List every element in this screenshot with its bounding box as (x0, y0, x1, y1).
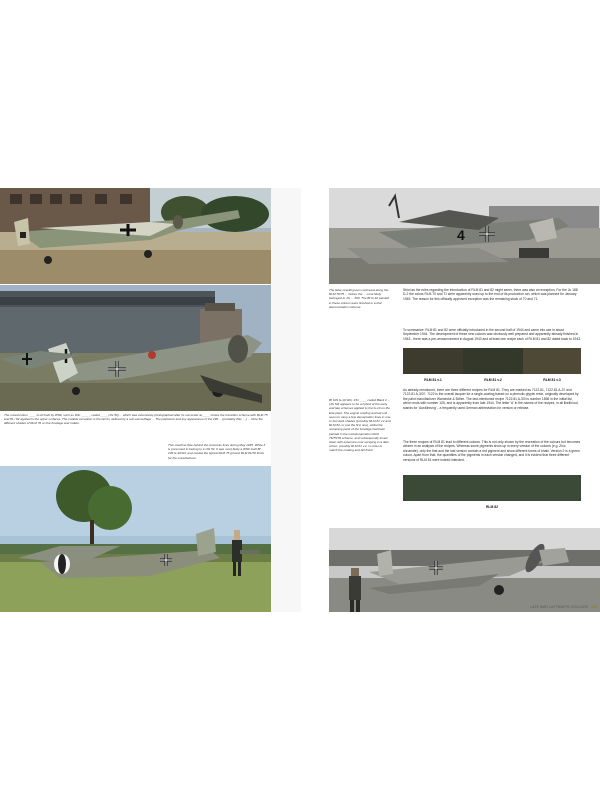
swatch-label-rlm81-v2: RLM 81 v.2 (484, 378, 502, 382)
photo-bf109-wreck-image (329, 188, 600, 284)
left-page (0, 188, 271, 612)
footer-title: LATE WAR LUFTWAFFE COLOURS (530, 605, 589, 609)
caption-left-field: This machine flew behind the American lines during May 1945. White 3 is presumed to belong to 2./JG 52. It was most likely a WNF-built Bf 109 G-10/U4, and carried the typical RLM 75 ground RLM 81/76 finish for the manufacturer. (168, 443, 266, 460)
photo-bf109-field-image (0, 466, 271, 612)
photo-bf109-soldier (329, 528, 600, 612)
body-text-1: Strict as the rules regarding the introduction of RLM 81 and 82 might seem, there was also an exception. For the Ju 188 D-2 the colors RLM 70 and 71 were apparently used up to the end of its production run, which was planned for January 1945. The reason for this officially approved exception was the remaining stock of 70 and 71. (403, 288, 578, 301)
body-text-3: As already mentioned, there are three different recipes for RLM 81. They are marked as 7122.81, 7122.81 A-3? and 7122.81 A-3/0?. 7122 is the overall lacquer for a single-coating based on a phenolic glyptic resin, originally developed by the paint manufacturer Warnecke & Böhm. The last-mentioned recipe 7122.81 A-3/0 is number 1856 in the initial list, which ends with number 105, and is apparently from late 1944. The letter 'A' in the names of the recipes, in all likelihood, stands for 'Ausführung' - a frequently used German abbreviation for version or release. (403, 388, 579, 410)
swatch-rlm81-v3 (523, 348, 581, 374)
caption-right-top: The false overall green continued along the RLM 76/75 ... Notice the ... most likely belonged to JG ... 300. The Bf G-10 painted in these colours were finished in a trial demonstration scheme. (329, 288, 390, 309)
photo-bf109-soldier-image (329, 528, 600, 612)
book-spread (0, 188, 600, 612)
swatch-rlm81-v1 (403, 348, 463, 374)
right-page (301, 188, 600, 612)
page-number: 109 (591, 605, 597, 609)
swatch-rlm81-v2 (463, 348, 523, 374)
photo-bf109-airfield (0, 188, 271, 284)
photo-fw190-hangar-image (0, 285, 271, 411)
swatch-rlm82 (403, 475, 581, 501)
body-text-4: The three recipes of RLM 81 lead to different colours. This is not only shown by the recreation of the colours but becomes clearer in an analysis of the recipes. Whereas some pigments show up in every version of the colours (e.g. Zinc chromate), only the first and the last version contain a red pigment and show different forms of khaki. Version 2 is a green colour. Apart from that, the quantities of the pigments in each version changed, and it is evident that three different versions of RLM 81 were indeed intended. (403, 440, 581, 462)
swatch-label-rlm81-v1: RLM 81 v.1 (424, 378, 442, 382)
page-gutter (271, 188, 301, 612)
svg-text:4: 4 (457, 227, 465, 243)
body-text-2: To summarize: RLM 81 and 82 were officially introduced in the second half of 1944 and came into use in about September 1944. The development of these new colours was obviously well prepared and apparently already finished in 1943 - there was a pre-announcement in August 1943 and at least one recipe each of RLM 81 and 82 dated back to 1943. (403, 328, 581, 341)
caption-left-main: The mixed-colour ____ G-10 built by WNF, such as Wkr. ____ , coded ____ (JG 52) ... which was extensively photographed after its surrender at ____ shows the transition scheme with RLM 75 and 81 / 82 applied to the upper surfaces. The notable exception is the tail fin, defined by a sub-camouflage ... The paintwork and tiny appearance of Fw 190 ... (probably Wkr. ...) ... Note the different shades of RLM 76 on the fuselage and rudder. (4, 413, 268, 426)
photo-bf109-airfield-image (0, 188, 271, 284)
page-footer (530, 605, 597, 609)
caption-right-mid: Bf 109 G-10 Wkr. 151 ____ coded Black 2 ... (JG 52) appears to be a hybrid of the early and late schemes applied to the G-10 on the Erla plant. The engine cowling and tail unit seem to carry a few demarcation lines in one or two dark shades (possibly RLM 81 v.2 and RLM 82, or just the first one), whilst the remaining parts of the fuselage had been painted in the mid-demarcation RLM 76/75/76 scheme, and subsequently toned down with extensive over-spraying in a dark colour, possibly RLM 81 v.2, in order to match the cowling and tail finish. (329, 398, 391, 453)
photo-bf109-field (0, 466, 271, 612)
photo-fw190-hangar (0, 285, 271, 411)
photo-bf109-wreck (329, 188, 600, 284)
swatch-label-rlm82: RLM 82 (485, 505, 499, 509)
swatch-label-rlm81-v3: RLM 81 v.3 (543, 378, 561, 382)
